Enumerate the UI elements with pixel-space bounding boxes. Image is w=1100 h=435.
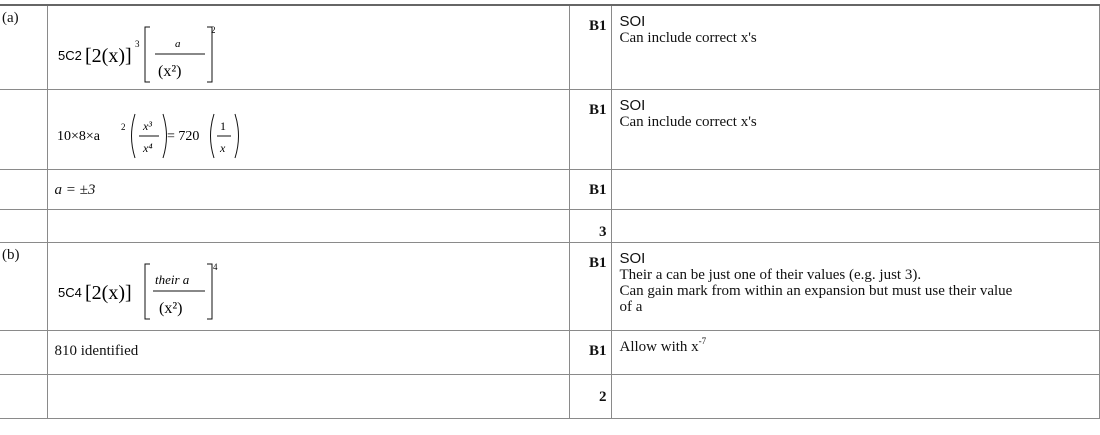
working-cell — [47, 169, 569, 209]
rhs-denominator: x — [219, 140, 225, 155]
fraction-numerator: their a — [154, 271, 189, 287]
fraction-numerator: x³ — [142, 118, 152, 133]
mark-scheme-table — [0, 4, 1100, 419]
lhs-exponent: 2 — [120, 121, 125, 132]
question-part: (a) — [0, 5, 47, 89]
guidance-cell — [611, 89, 1099, 169]
question-part — [0, 209, 47, 242]
total-mark: 2 — [569, 374, 611, 418]
guidance-cell — [611, 209, 1099, 242]
answer-text: 810 identified — [54, 342, 139, 359]
question-part — [0, 374, 47, 418]
table-row — [0, 330, 1099, 374]
working-cell — [47, 5, 569, 89]
table-row — [0, 89, 1099, 169]
guidance-line: Allow with x — [619, 338, 699, 355]
guidance-line: SOI — [619, 249, 646, 267]
guidance-line: Can gain mark from within an expansion but must use their value — [619, 282, 1013, 299]
bracket-exponent: 4 — [212, 261, 217, 272]
question-part: (b) — [0, 242, 47, 330]
guidance-cell — [611, 169, 1099, 209]
guidance-line: Can include correct x's — [619, 30, 757, 46]
working-cell — [47, 209, 569, 242]
fraction-denominator: (x²) — [157, 63, 181, 80]
total-mark: 3 — [569, 209, 611, 242]
guidance-cell — [611, 5, 1099, 89]
coefficient: 5C2 — [57, 48, 82, 63]
question-part — [0, 169, 47, 209]
question-part — [0, 89, 47, 169]
working-cell — [47, 89, 569, 169]
fraction-denominator: x⁴ — [142, 140, 152, 155]
answer-text: a = ±3 — [54, 181, 96, 198]
mark: B1 — [569, 330, 611, 374]
base-term: [2(x)] — [84, 45, 132, 67]
table-row — [0, 242, 1099, 330]
guidance-cell — [611, 374, 1099, 418]
guidance-line: Can include correct x's — [619, 113, 757, 130]
expression-720 — [55, 106, 275, 164]
expression-5c2 — [55, 22, 245, 86]
working-cell — [47, 242, 569, 330]
fraction-denominator: (x²) — [158, 299, 182, 317]
guidance-line: SOI — [619, 13, 646, 30]
mark: B1 — [569, 5, 611, 89]
guidance-cell — [611, 330, 1099, 374]
question-part — [0, 330, 47, 374]
guidance-line: Their a can be just one of their values (e.g. just 3). — [619, 266, 922, 283]
table-row — [0, 209, 1099, 242]
coefficient: 5C4 — [57, 284, 82, 300]
table-row — [0, 5, 1099, 89]
base-term: [2(x)] — [84, 281, 132, 304]
mark: B1 — [569, 89, 611, 169]
expression-5c4 — [55, 259, 245, 323]
working-cell — [47, 330, 569, 374]
base-exponent: 3 — [134, 39, 139, 49]
equals-720: = 720 — [166, 128, 199, 144]
rhs-numerator: 1 — [219, 118, 226, 133]
table-row — [0, 374, 1099, 418]
working-cell — [47, 374, 569, 418]
guidance-cell — [611, 242, 1099, 330]
table-row — [0, 169, 1099, 209]
guidance-line: SOI — [619, 96, 646, 114]
bracket-exponent: 2 — [210, 25, 215, 35]
guidance-line: of a — [619, 298, 643, 315]
exponent: -7 — [698, 335, 707, 346]
fraction-numerator: a — [174, 38, 180, 50]
mark: B1 — [569, 242, 611, 330]
lhs: 10×8×a — [56, 128, 100, 144]
mark: B1 — [569, 169, 611, 209]
